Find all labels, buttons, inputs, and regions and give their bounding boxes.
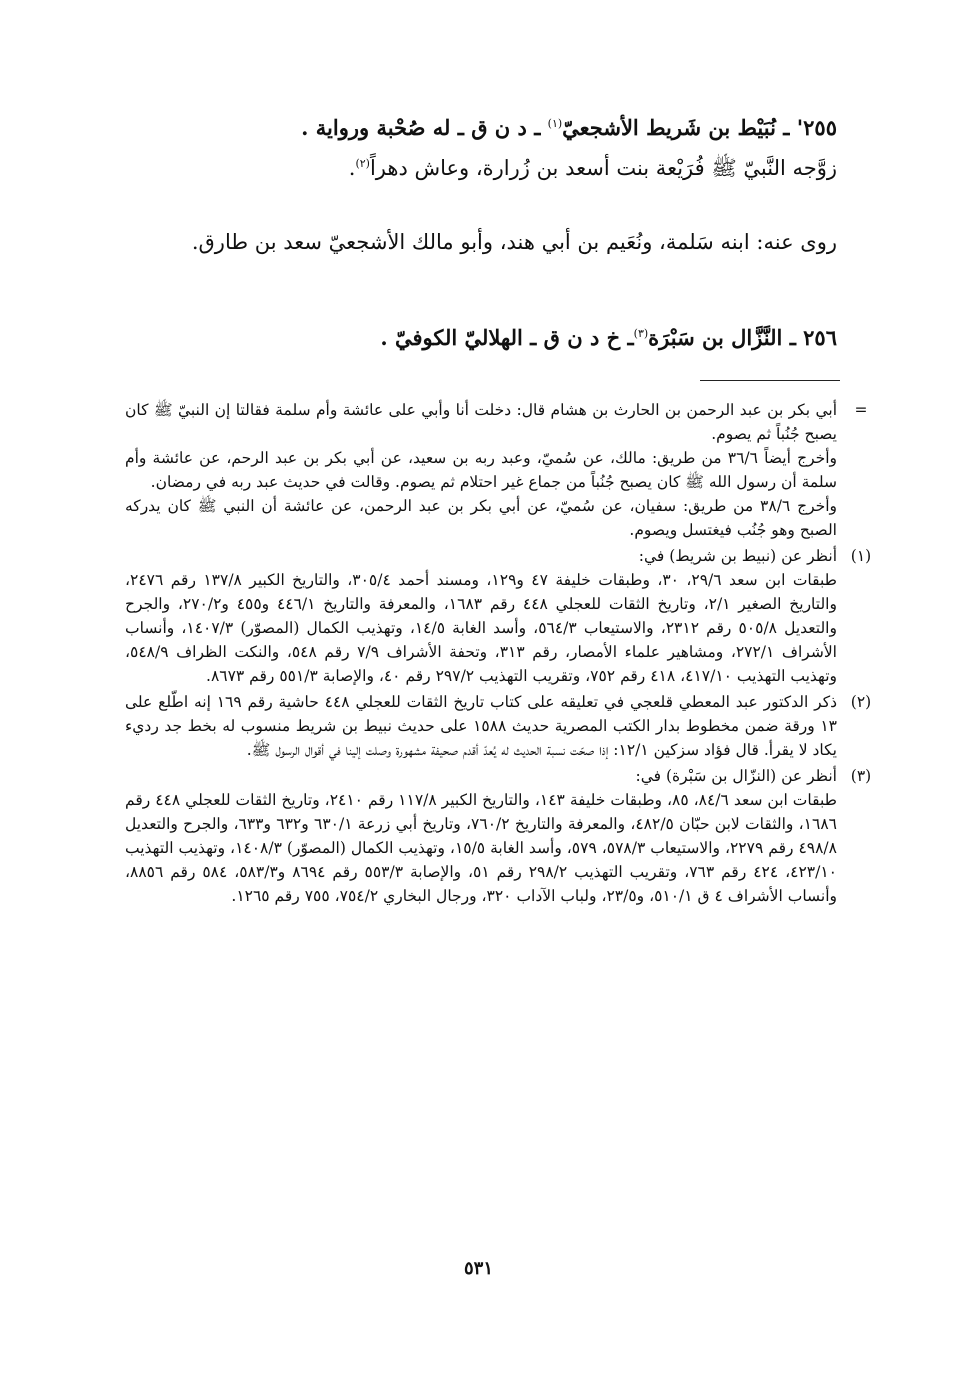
footnote-ref-2[interactable]: (٢) — [355, 157, 370, 170]
entry-255-codes: ـ د ن ق ـ له صُحْبة ورواية . — [301, 115, 548, 140]
footnote-divider — [700, 380, 840, 381]
entry-255-narrators: روى عنه: ابنه سَلمة، ونُعَيم بن أبي هند، وأبو مالك الأشجعيّ سعد بن طارق. — [191, 230, 837, 254]
footnote-marker: (٢) — [850, 693, 872, 711]
footnote-marker: (١) — [850, 547, 872, 565]
footnote-paragraph: أنظر عن (النزّال بن سَبْرة) في: — [635, 767, 837, 785]
footnote-continued — [125, 398, 868, 542]
footnote-paragraph: وأخرج أيضاً ٣٦/٦ من طريق: مالك، عن سُميّ، وعبد ربه بن سعيد، عن أبي بكر بن عبد الرحم، عن عائشة وأم سلمة أن رسول الله ﷺ كان يصبح جُنُباً من جماع غير احتلام ثم يصوم. وقالت في حديث عبد ربه في رمضان. — [125, 449, 837, 491]
footnote-marker: (٣) — [850, 767, 872, 785]
page-number: ٥٣١ — [463, 1258, 493, 1279]
entry-255-note-end: . — [348, 156, 356, 180]
footnote-3 — [125, 764, 872, 908]
footnote-marker: = — [854, 401, 868, 419]
footnote-ref-1[interactable]: (١) — [547, 117, 563, 130]
footnote-paragraph: طبقات ابن سعد ٢٩/٦، ٣٠، وطبقات خليفة ٤٧ و١٢٩، ومسند أحمد ٣٠٥/٤، والتاريخ الكبير ١٣٧/٨ رقم ٢٤٧٦، والتاريخ الصغير ٢/١، وتاريخ الثقات للعجلي ٤٤٨ رقم ١٦٨٣، والمعرفة والتاريخ ٤٤٦/١ و٤٥٥ و٢٧٠/٢، والجرح والتعديل ٥٠٥/٨ رقم ٢٣١٢، والاستيعاب ٥٦٤/٣، وأسد الغابة ١٤/٥، وتهذيب الكمال (المصوّر) ١٤٠٧/٣، وأنساب الأشراف ٢٧٢/١، ومشاهير علماء الأمصار، رقم ٣١٣، وتحفة الأشراف ٧/٩ رقم ٥٤٨، والنكت الظراف ٥٤٨/٩، وتهذيب التهذيب ٤١٧/١٠، ٤١٨ رقم ٧٥٢، وتقريب التهذيب ٢٩٧/٢ رقم ٤٠، والإصابة ٥٥١/٣ رقم ٨٦٧٣. — [125, 571, 837, 685]
entry-255-note — [97, 148, 837, 188]
entry-256-name: ٢٥٦ ـ النَّزَّال بن سَبْرَة — [648, 325, 837, 350]
footnote-paragraph: أنظر عن (نبيط بن شريط) في: — [638, 547, 837, 565]
entry-256-title — [97, 318, 837, 358]
footnote-paragraph: أبي بكر بن عبد الرحمن بن الحارث بن هشام قال: دخلت أنا وأبي على عائشة وأم سلمة فقالتا إن النبيّ ﷺ كان يصبح جُنُباً ثم يصوم. — [125, 401, 837, 443]
entry-255-title — [97, 108, 837, 148]
footnote-2 — [125, 690, 872, 762]
footnote-1 — [125, 544, 872, 688]
footnote-paragraph: طبقات ابن سعد ٨٤/٦، ٨٥، وطبقات خليفة ١٤٣، والتاريخ الكبير ١١٧/٨ رقم ٢٤١٠، وتاريخ الثقات للعجلي ٤٤٨ رقم ١٦٨٦، والثقات لابن حبّان ٤٨٢/٥، والمعرفة والتاريخ ٧٦٠/٢، وتاريخ أبي زرعة ٦٣٠/١ و٦٣٢ و٦٣٣، والجرح والتعديل ٤٩٨/٨ رقم ٢٢٧٩، والاستيعاب ٥٧٨/٣، ٥٧٩، وأسد الغابة ١٥/٥، وتهذيب الكمال (المصوّر) ١٤٠٨/٣، وتهذيب التهذيب ٤٢٣/١٠، ٤٢٤ رقم ٧٦٣، وتقريب التهذيب ٢٩٨/٢ رقم ٥١، والإصابة ٥٥٣/٣ رقم ٨٦٩٤ و٥٨٣/٣، ٥٨٤ رقم ٨٨٥٦، وأنساب الأشراف ٤ ق ٥١٠/١، و٢٣/٥، ولباب الآداب ٣٢٠، ورجال البخاري ٧٥٤/٢، ٧٥٥ رقم ١٢٦٥. — [125, 791, 837, 905]
footnote-paragraph: وأخرج ٣٨/٦ من طريق: سفيان، عن سُميّ، عن أبي بكر بن عبد الرحمن، عن عائشة أن النبي ﷺ كان يدركه الصبح وهو جُنُب فيغتسل ويصوم. — [125, 497, 837, 539]
entry-256-codes: ـ خ د ن ق ـ الهلاليّ الكوفيّ . — [380, 325, 634, 350]
entry-255-note-text: زوَّجه النَّبيّ ﷺ فُرَيْعة بنت أسعد بن زُرارة، وعاش دهراً — [369, 156, 837, 180]
footnote-ref-3[interactable]: (٣) — [633, 327, 649, 340]
footnotes-section — [125, 398, 872, 908]
entry-255-name: ٢٥٥' ـ نُبَيْط بن شَريط الأشجعيّ — [562, 115, 837, 140]
footnote-paragraph: ذكر الدكتور عبد المعطي قلعجي في تعليقه على كتاب تاريخ الثقات للعجلي ٤٤٨ حاشية رقم ١٦٩ إنه اطّلع على ١٣ ورقة ضمن مخطوط بدار الكتب المصرية حديث ١٥٨٨ على حديث نبيط بن شريط منسوب له بخط جد رديء يكاد لا يقرأ. قال فؤاد سزكين ١٢/١: إذا صحّت نسبة الحديث له يُعدّ أقدم صحيفة مشهورة وصلت إلينا في أقوال الرسول ﷺ. — [125, 693, 837, 759]
